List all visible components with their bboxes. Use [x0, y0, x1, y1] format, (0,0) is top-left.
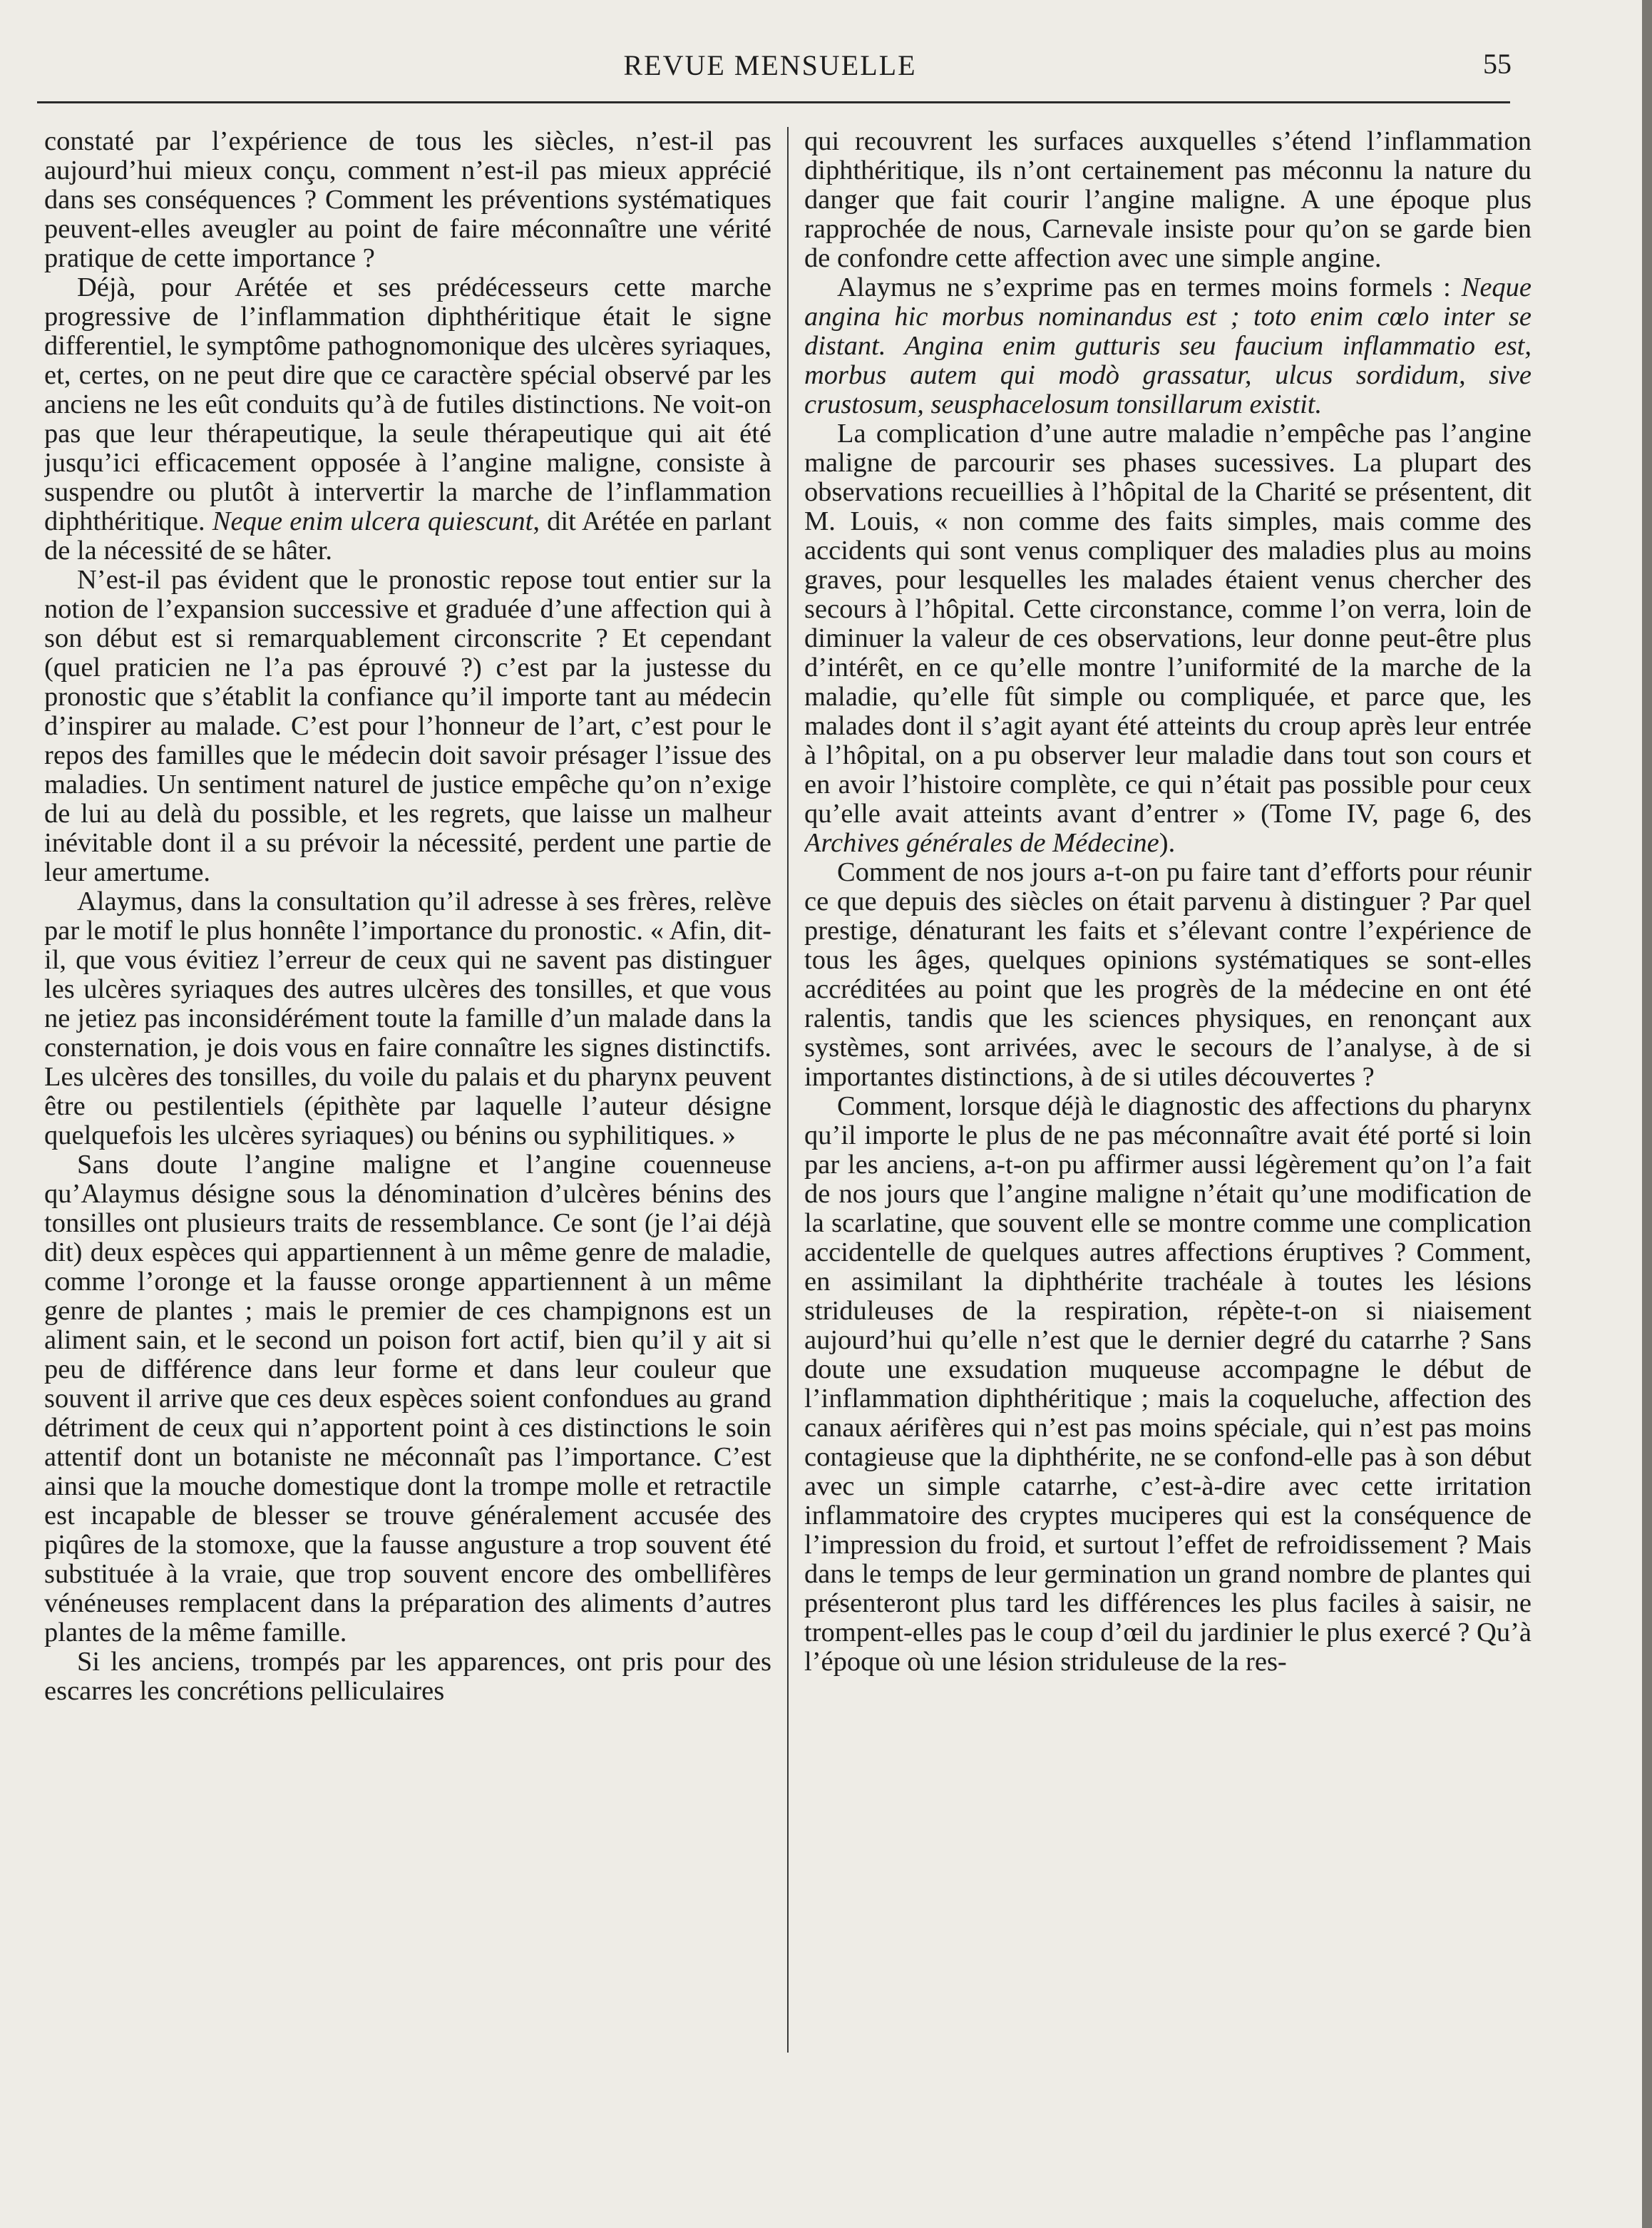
italic-text: Neque angina hic morbus nominandus est ; toto enim cœlo inter se distant. Angina enim gutturis seu faucium inflammatio est, morbus autem qui modò grassatur, ulcus sordidum, sive crustosum, seusphacelosum tonsillarum existit.	[804, 272, 1532, 419]
text-run: Alaymus, dans la consultation qu’il adresse à ses frères, relève par le motif le plus honnête l’importance du pronostic. « Afin, dit-il, que vous évitiez l’erreur de ceux qui ne savent pas distinguer les ulcères syriaques des autres ulcères des tonsilles, et que vous ne jetiez pas inconsidérément toute la famille d’un malade dans la consternation, je dois vous en faire connaître les signes distinctifs. Les ulcères des tonsilles, du voile du palais et du pharynx peuvent être ou pestilentiels (épithète par laquelle l’auteur désigne quelquefois les ulcères syriaques) ou bénins ou syphilitiques. »	[44, 886, 771, 1150]
text-run: Si les anciens, trompés par les apparences, ont pris pour des escarres les concrétions pelliculaires	[44, 1647, 771, 1706]
text-run: Comment de nos jours a-t-on pu faire tant d’efforts pour réunir ce que depuis des siècles on était parvenu à distinguer ? Par quel prestige, dénaturant les faits et s’élevant contre l’expérience de tous les âges, quelques opinions systématiques se sont-elles accréditées au point que les progrès de la médecine en ont été ralentis, tandis que les sciences physiques, en renonçant aux systèmes, sont arrivées, avec le secours de l’analyse, à de si importantes distinctions, à de si utiles découvertes ?	[804, 857, 1532, 1092]
paragraph	[44, 127, 771, 273]
paragraph	[804, 273, 1532, 419]
italic-text: Archives générales de Médecine	[804, 828, 1159, 858]
text-run: Déjà, pour Arétée et ses prédécesseurs cette marche progressive de l’inflammation diphthéritique était le signe differentiel, le symptôme pathognomonique des ulcères syriaques, et, certes, on ne peut dire que ce caractère spécial observé par les anciens ne les eût conduits qu’à de futiles distinctions. Ne voit-on pas que leur thérapeutique, la seule thérapeutique qui ait été jusqu’ici efficacement opposée à l’angine maligne, consiste à suspendre ou plutôt à intervertir la marche de l’inflammation diphthéritique.	[44, 272, 771, 536]
text-run: Comment, lorsque déjà le diagnostic des affections du pharynx qu’il importe le plus de ne pas méconnaître avait été porté si loin par les anciens, a-t-on pu affirmer aussi légèrement qu’on l’a fait de nos jours que l’angine maligne n’était qu’une modification de la scarlatine, que souvent elle se montre comme une complication accidentelle de quelques autres affections éruptives ? Comment, en assimilant la diphthérite trachéale à toutes les lésions striduleuses de la respiration, répète-t-on si niaisement aujourd’hui qu’elle n’est que le dernier degré du catarrhe ? Sans doute une exsudation muqueuse accompagne le début de l’inflammation diphthéritique ; mais la coqueluche, affection des canaux aérifères qui n’est pas moins spéciale, qui n’est pas moins contagieuse que la diphthérite, ne se confond-elle pas à son début avec un simple catarrhe, c’est-à-dire avec cette irritation inflammatoire des cryptes muciperes qui est la conséquence de l’impression du froid, et surtout l’effet de refroidissement ? Mais dans le temps de leur germination un grand nombre de plantes qui présenteront plus tard les différences les plus faciles à saisir, ne trompent-elles pas le coup d’œil du jardinier le plus exercé ? Qu’à l’époque où une lésion striduleuse de la res-	[804, 1091, 1532, 1677]
text-run: Sans doute l’angine maligne et l’angine couenneuse qu’Alaymus désigne sous la dénomination d’ulcères bénins des tonsilles ont plusieurs traits de ressemblance. Ce sont (je l’ai déjà dit) deux espèces qui appartiennent à un même genre de maladie, comme l’oronge et la fausse oronge appartiennent à un même genre de plantes ; mais le premier de ces champignons est un aliment sain, et le second un poison fort actif, bien qu’il y ait si peu de différence dans leur forme et dans leur couleur que souvent il arrive que ces deux espèces soient confondues au grand détriment de ceux qui n’apportent point à ces distinctions le soin attentif dont un botaniste ne méconnaît pas l’importance. C’est ainsi que la mouche domestique dont la trompe molle et retractile est incapable de blesser se trouve généralement accusée des piqûres de la stomoxe, que la fausse angusture a trop souvent été substituée à la vraie, que trop souvent encore des ombellifères vénéneuses remplacent dans la préparation des aliments d’autres plantes de la même famille.	[44, 1150, 771, 1647]
header-rule	[37, 101, 1510, 103]
running-title: REVUE MENSUELLE	[623, 49, 917, 81]
column-divider	[787, 127, 789, 2053]
text-run: N’est-il pas évident que le pronostic repose tout entier sur la notion de l’expansion successive et graduée d’une affection qui à son début est si remarquablement circonscrite ? Et cependant (quel praticien ne l’a pas éprouvé ?) c’est par la justesse du pronostic que s’établit la confiance qu’il importe tant au médecin d’inspirer au malade. C’est pour l’honneur de l’art, c’est pour le repos des familles que le médecin doit savoir présager l’issue des maladies. Un sentiment naturel de justice empêche qu’on n’exige de lui au delà du possible, et les regrets, que laisse un malheur inévitable dont il a su prévoir la nécessité, perdent une partie de leur amertume.	[44, 565, 771, 887]
paragraph	[44, 1647, 771, 1706]
text-run: constaté par l’expérience de tous les siècles, n’est-il pas aujourd’hui mieux conçu, comment n’est-il pas mieux apprécié dans ses conséquences ? Comment les préventions systématiques peuvent-elles aveugler au point de faire méconnaître une vérité pratique de cette importance ?	[44, 127, 771, 273]
paragraph	[44, 1150, 771, 1647]
page-header	[29, 44, 1512, 94]
text-run: La complication d’une autre maladie n’empêche pas l’angine maligne de parcourir ses phases sucessives. La plupart des observations recueillies à l’hôpital de la Charité se présentent, dit M. Louis, « non comme des faits simples, mais comme des accidents qui sont venus compliquer des maladies plus au moins graves, pour lesquelles les malades étaient venus chercher des secours à l’hôpital. Cette circonstance, comme l’on verra, loin de diminuer la valeur de ces observations, leur donne peut-être plus d’intérêt, en ce qu’elle montre l’uniformité de la marche de la maladie, qu’elle fût simple ou compliquée, et parce que, les malades dont il s’agit ayant été atteints du croup après leur entrée à l’hôpital, on a pu observer leur maladie dans tout son cours et en avoir l’histoire complète, ce qui n’était pas possible pour ceux qu’elle avait atteints avant d’entrer » (Tome IV, page 6, des	[804, 419, 1532, 829]
right-column	[804, 127, 1532, 2095]
paragraph	[804, 1092, 1532, 1677]
paragraph	[44, 273, 771, 566]
paragraph	[44, 887, 771, 1150]
paragraph	[804, 127, 1532, 273]
paragraph	[804, 858, 1532, 1092]
page-number: 55	[1483, 48, 1512, 80]
text-run: Alaymus ne s’exprime pas en termes moins formels :	[837, 272, 1462, 302]
paragraph	[804, 419, 1532, 858]
left-column	[44, 127, 771, 2095]
italic-text: Neque enim ulcera quiescunt	[212, 506, 533, 536]
text-run: qui recouvrent les surfaces auxquelles s’étend l’inflammation diphthéritique, ils n’ont certainement pas méconnu la nature du danger que fait courir l’angine maligne. A une époque plus rapprochée de nous, Carnevale insiste pour qu’on se garde bien de confondre cette affection avec une simple angine.	[804, 127, 1532, 273]
scan-edge	[1642, 0, 1652, 2228]
paragraph	[44, 566, 771, 887]
text-run: ).	[1159, 828, 1176, 858]
text-run: , dit Arétée en parlant de la nécessité de se hâter.	[44, 506, 771, 566]
